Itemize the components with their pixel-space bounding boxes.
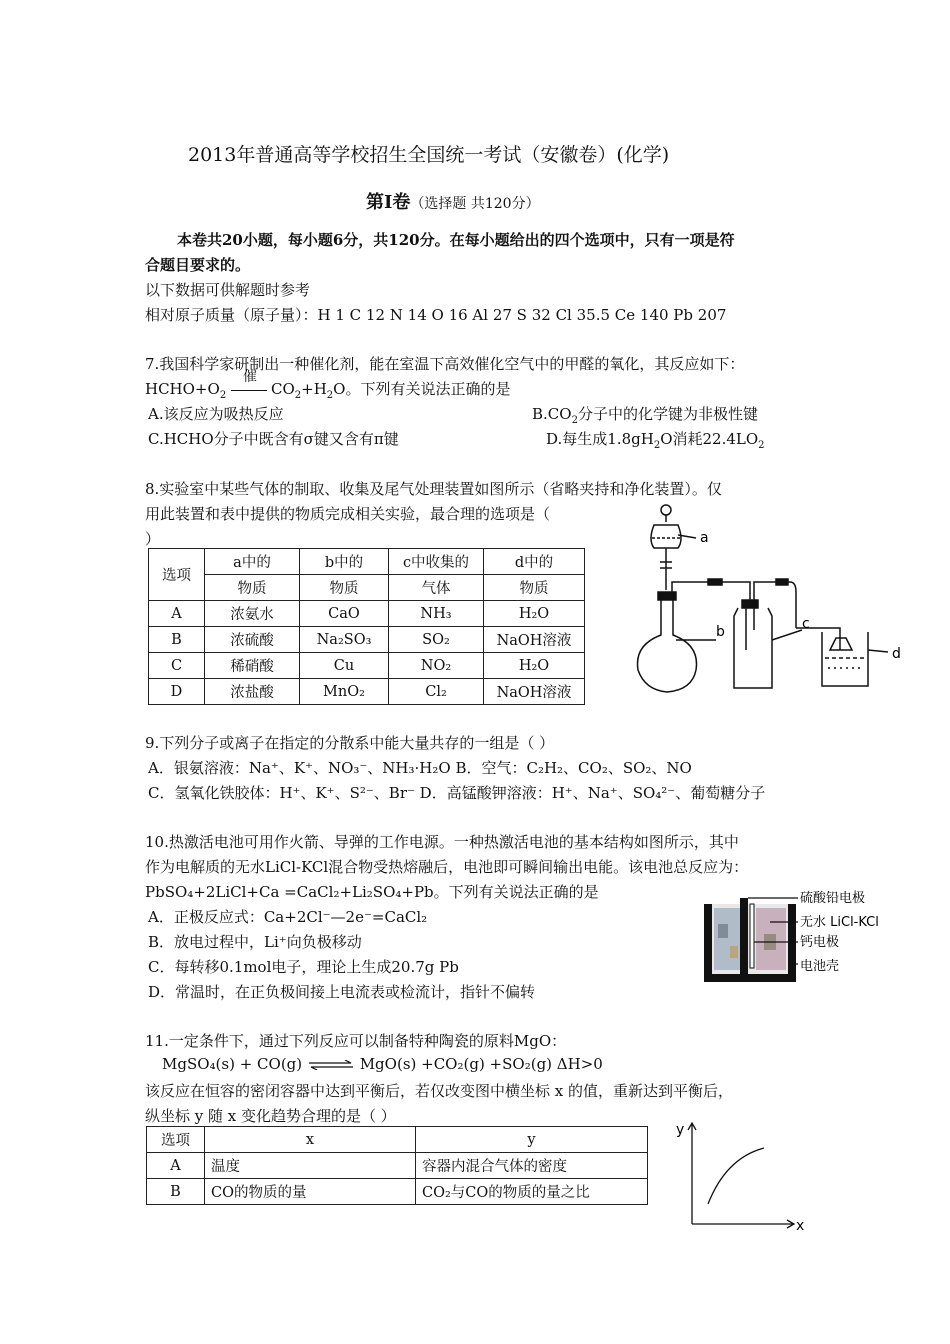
q7-catalyst: 催 <box>242 369 257 385</box>
label-calcium: 钙电极 <box>800 935 840 950</box>
cell: H₂O <box>484 653 585 679</box>
q11-eq-right: MgO(s) +CO₂(g) +SO₂(g) ΔH>0 <box>359 1055 603 1073</box>
beaker-d <box>822 632 868 686</box>
q8-stem-1: 8.实验室中某些气体的制取、收集及尾气处理装置如图所示（省略夹持和净化装置）。仅 <box>145 480 722 498</box>
q8-header-b2: 物质 <box>300 575 389 601</box>
trend-curve <box>708 1148 764 1204</box>
cell: NO₂ <box>389 653 484 679</box>
cell: CO的物质的量 <box>205 1179 416 1205</box>
q7-option-d: D.每生成$1.8gH_2O$消耗$22.4LO_2$ <box>546 430 765 451</box>
q7-b-text: B.CO <box>532 405 572 423</box>
cell: NaOH溶液 <box>484 627 585 653</box>
q8-header-a2: 物质 <box>205 575 300 601</box>
q8-stem-2: 用此装置和表中提供的物质完成相关实验，最合理的选项是（ <box>145 505 551 523</box>
q8-table <box>148 548 585 705</box>
q11-graph <box>670 1118 820 1233</box>
table-row <box>149 653 585 679</box>
q10-stem-1: 10.热激活电池可用作火箭、导弹的工作电源。一种热激活电池的基本结构如图所示，其中 <box>145 833 739 851</box>
cell: SO₂ <box>389 627 484 653</box>
cell: 浓盐酸 <box>205 679 300 705</box>
cell: B <box>149 627 205 653</box>
q9-options-ab: A．银氨溶液：Na⁺、K⁺、NO₃⁻、NH₃·H₂O B．空气：C₂H₂、CO₂、SO₂、NO <box>148 759 692 777</box>
q10-stem-3: PbSO₄+2LiCl+Ca =CaCl₂+Li₂SO₄+Pb。下列有关说法正确的是 <box>145 883 599 901</box>
q11-header-x: x <box>205 1127 416 1153</box>
cell: D <box>149 679 205 705</box>
funnel-stopper <box>661 505 671 515</box>
cell: MnO₂ <box>300 679 389 705</box>
cell: B <box>147 1179 205 1205</box>
q10-battery-figure <box>700 884 900 984</box>
q7-eq-tail: +H <box>301 380 327 398</box>
y-axis-label: y <box>676 1122 685 1138</box>
q7-option-b: $B.CO_2$分子中的化学键为非极性键 <box>532 405 758 426</box>
q7-eq-tail2: O。下列有关说法正确的是 <box>333 380 511 398</box>
q7-eq-right: CO <box>270 380 295 398</box>
label-d: d <box>892 646 901 662</box>
q7-eq-arrow <box>231 369 271 398</box>
cell: A <box>149 601 205 627</box>
x-axis-label: x <box>796 1218 805 1233</box>
q7-d-text: D.每生成1.8gH <box>546 430 654 448</box>
instructions-line-1: 本卷共20小题，每小题6分，共120分。在每小题给出的四个选项中，只有一项是符 <box>177 231 735 249</box>
paper-title: 2013年普通高等学校招生全国统一考试（安徽卷）(化学) <box>188 144 670 166</box>
atomic-masses: 相对原子质量（原子量）：H 1 C 12 N 14 O 16 Al 27 S 32 Cl 35.5 Ce 140 Pb 207 <box>145 306 727 324</box>
cell: 温度 <box>205 1153 416 1179</box>
table-header-row <box>149 549 585 575</box>
table-header-row <box>147 1127 648 1153</box>
label-b: b <box>716 624 725 640</box>
cell: C <box>149 653 205 679</box>
q10-option-a: A．正极反应式：Ca+2Cl⁻—2e⁻=CaCl₂ <box>148 908 428 926</box>
q10-option-d: D．常温时，在正负极间接上电流表或检流计，指针不偏转 <box>148 983 536 1001</box>
section-heading <box>366 188 540 214</box>
q11-stem-3: 纵坐标 y 随 x 变化趋势合理的是（ ） <box>145 1107 396 1125</box>
table-header-row <box>149 575 585 601</box>
cell: 浓硫酸 <box>205 627 300 653</box>
cell: A <box>147 1153 205 1179</box>
instructions-line-3: 以下数据可供解题时参考 <box>145 281 311 299</box>
q8-stem-3: ） <box>145 530 161 548</box>
q7-option-c: C.HCHO分子中既含有σ键又含有π键 <box>148 430 399 448</box>
q8-header-option: 选项 <box>149 549 205 601</box>
q8-header-a: a中的 <box>205 549 300 575</box>
equilibrium-arrow-icon <box>307 1056 355 1074</box>
q9-stem: 9.下列分子或离子在指定的分散系中能大量共存的一组是（ ） <box>145 734 555 752</box>
q8-header-d: d中的 <box>484 549 585 575</box>
lead-sulfate-electrode <box>740 898 748 974</box>
q7-eq-left: HCHO+O <box>145 380 220 398</box>
q11-eq-left: MgSO₄(s) + CO(g) <box>162 1055 303 1073</box>
section-main: 第I卷 <box>366 192 411 213</box>
q10-stem-2: 作为电解质的无水LiCl-KCl混合物受热熔融后，电池即可瞬间输出电能。该电池总反应为： <box>145 858 749 876</box>
cell: H₂O <box>484 601 585 627</box>
label-licl-kcl: 无水 LiCl-KCl <box>800 915 879 930</box>
table-row <box>149 627 585 653</box>
table-row <box>149 679 585 705</box>
x-axis <box>692 1220 794 1228</box>
cell: 稀硝酸 <box>205 653 300 679</box>
q11-header-y: y <box>416 1127 648 1153</box>
q11-equation <box>162 1055 603 1074</box>
label-lead-sulfate: 硫酸铅电极 <box>800 891 866 906</box>
q11-stem-1: 11.一定条件下，通过下列反应可以制备特种陶瓷的原料MgO： <box>145 1032 567 1050</box>
q8-header-c2: 气体 <box>389 575 484 601</box>
bottle-c <box>734 608 772 688</box>
q7-equation: $HCHO+O_2$ 催 $CO_2+H_2O$。下列有关说法正确的是 <box>145 378 510 401</box>
q8-apparatus-figure <box>630 500 920 700</box>
section-sub: （选择题 共120分） <box>410 196 540 212</box>
table-row <box>147 1179 648 1205</box>
label-a: a <box>700 530 709 546</box>
cell: 浓氨水 <box>205 601 300 627</box>
cell: CO₂与CO的物质的量之比 <box>416 1179 648 1205</box>
q8-header-b: b中的 <box>300 549 389 575</box>
flask-b <box>637 600 696 692</box>
q11-table <box>146 1126 648 1205</box>
label-shell: 电池壳 <box>800 959 840 974</box>
cell: Na₂SO₃ <box>300 627 389 653</box>
q11-stem-2: 该反应在恒容的密闭容器中达到平衡后，若仅改变图中横坐标 x 的值，重新达到平衡后， <box>145 1082 733 1100</box>
q9-options-cd: C．氢氧化铁胶体：H⁺、K⁺、S²⁻、Br⁻ D．高锰酸钾溶液：H⁺、Na⁺、SO₄²⁻、葡萄糖分子 <box>148 784 766 802</box>
label-c: c <box>802 616 810 632</box>
q7-option-a: A.该反应为吸热反应 <box>148 405 284 423</box>
q10-option-b: B．放电过程中，Li⁺向负极移动 <box>148 933 362 951</box>
table-row <box>147 1153 648 1179</box>
separatory-funnel <box>651 515 681 548</box>
q7-d-text2: O消耗22.4LO <box>660 430 759 448</box>
q7-b-text2: 分子中的化学键为非极性键 <box>577 405 758 423</box>
cell: Cu <box>300 653 389 679</box>
q8-header-c: c中收集的 <box>389 549 484 575</box>
q8-header-d2: 物质 <box>484 575 585 601</box>
q7-stem: 7.我国科学家研制出一种催化剂，能在室温下高效催化空气中的甲醛的氧化，其反应如下： <box>145 355 745 373</box>
cell: Cl₂ <box>389 679 484 705</box>
cell: CaO <box>300 601 389 627</box>
y-axis <box>688 1123 696 1224</box>
instructions-line-2: 合题目要求的。 <box>145 256 251 274</box>
q11-header-option: 选项 <box>147 1127 205 1153</box>
q10-option-c: C．每转移0.1mol电子，理论上生成20.7g Pb <box>148 958 459 976</box>
cell: NaOH溶液 <box>484 679 585 705</box>
cell: 容器内混合气体的密度 <box>416 1153 648 1179</box>
table-row <box>149 601 585 627</box>
cell: NH₃ <box>389 601 484 627</box>
